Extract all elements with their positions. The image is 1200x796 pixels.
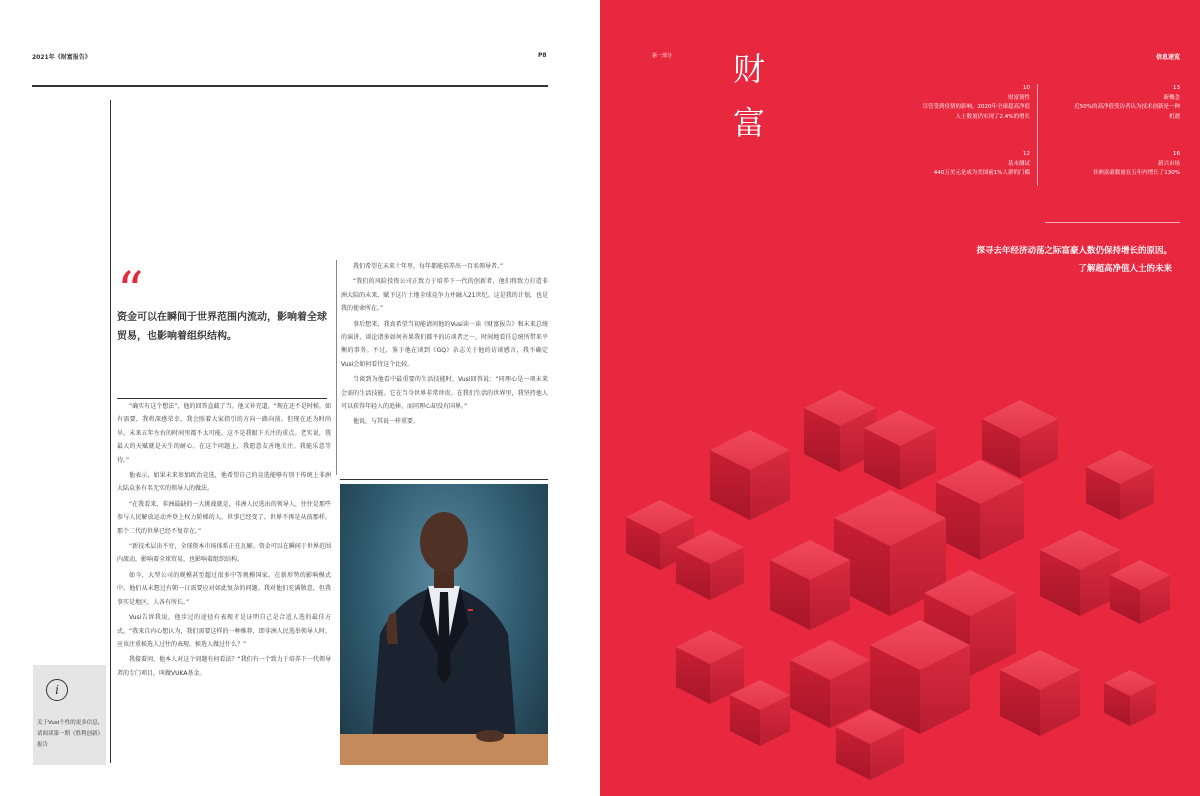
paragraph: 他表示，如果未来参加政治竞选，他希望自己的竞选能够有别于传统上非洲大陆众多有名无实的领导人的做法。 bbox=[117, 472, 331, 493]
paragraph: “新技术层出不穷，全球资本市场体系正在瓦解。资金可以在瞬间于世界范围内流动，影响着全球贸易，也影响着组织结构。 bbox=[117, 543, 331, 564]
paragraph: 我们希望在未来十年里，每年都能培养出一百名领导者。” bbox=[353, 263, 504, 270]
info-icon: i bbox=[46, 679, 68, 701]
stat-item bbox=[1070, 84, 1180, 122]
cube-shape bbox=[1000, 650, 1080, 736]
cube-shape bbox=[730, 680, 790, 746]
quote-mark-icon: “ bbox=[117, 262, 144, 322]
pull-quote-rule bbox=[117, 398, 327, 399]
article-column-2 bbox=[341, 260, 548, 431]
paragraph: “在我看来，非洲最缺的一大挑战就是，非洲人民选出的领导人，往往是那些参与人民解放运动并登上权力阶梯的人。世事已经变了。世界不再是从前那样。那个二代的世界已经不复存在。” bbox=[117, 500, 331, 535]
stat-text: 440万美元是成为美国前1%人群的门槛 bbox=[933, 170, 1030, 176]
cube-shape bbox=[982, 400, 1058, 478]
stat-number: 12 bbox=[1023, 151, 1030, 157]
info-overview-label: 信息速览 bbox=[1155, 54, 1180, 61]
stat-item bbox=[1070, 150, 1180, 179]
paragraph: “我们的风险投资公司正致力于培养下一代的创新者，他们将致力打造非洲大陆的未来，赋予这片土地全球竞争力并融入21世纪。这是我的计划，也是我的使命所在。” bbox=[341, 278, 548, 313]
stat-item bbox=[920, 150, 1030, 179]
column-separator bbox=[336, 260, 337, 475]
page-header-title: 2021年《财富报告》 bbox=[32, 54, 91, 61]
column-rule bbox=[340, 479, 548, 480]
right-page bbox=[600, 0, 1200, 796]
header-rule bbox=[32, 85, 548, 87]
stat-item bbox=[920, 84, 1030, 122]
paragraph: 当谈到为他看中最重要的生活技能时，Vusi回答说：“同理心是一项未来会需的生活技能。它在当今世界非常珍贵。在我们生活的世界里，我坚持他人可以获得年轻人的追捧，而同理心却没有国界。” bbox=[341, 376, 548, 411]
cube-shape bbox=[1086, 450, 1154, 520]
section-label: 第一部分 bbox=[652, 53, 673, 59]
paragraph: Vusi告诉我说，他步过的途径有表现才是证明自己是合适人选的最佳方式。“我来自内心想认为，我们需要这样的一种推荐，即非洲人民选举领导人时，应该注重候选人过往的表现。候选人做过什么？” bbox=[117, 614, 331, 648]
isometric-cubes-illustration bbox=[600, 360, 1200, 796]
description-rule bbox=[1045, 222, 1180, 223]
article-column-1 bbox=[117, 400, 331, 682]
stat-text: 非洲富豪数量在五年内增长了130% bbox=[1092, 170, 1180, 176]
stat-title: 新兴市场 bbox=[1157, 160, 1180, 167]
section-description bbox=[872, 242, 1172, 278]
cube-shape bbox=[936, 460, 1024, 560]
stat-number: 13 bbox=[1173, 85, 1180, 91]
stat-text: 近50%的高净值受访者认为技术创新是一种机遇 bbox=[1074, 104, 1180, 120]
column-divider bbox=[110, 100, 111, 763]
paragraph: 如今，大型公司的规模甚至超过很多中等规模国家。在新形势的影响模式中，他们从未想过有朝一日需要应对如此复杂的问题。我对他们充满敬意，但我事实是地区，人各有所长。” bbox=[117, 571, 331, 606]
page-number: P8 bbox=[538, 52, 547, 59]
cube-shape bbox=[710, 430, 790, 520]
info-box bbox=[33, 665, 106, 765]
paragraph: “确实有这个想法”，他的回答直截了当。他又补充道，“现在还不是时候。如有需要，我将深感荣幸，我会照着大家指引的方向一路向前。但现在还为时尚早，未来五年左右的时间里都不太可能。这不是我眼下关注的重点。老实说，我最大的天赋就是天生的耐心。在这个问题上，我愿意友善地关注。我能乐意等待。” bbox=[117, 403, 331, 464]
description-line: 探寻去年经济动荡之际富豪人数仍保持增长的原因。 bbox=[976, 246, 1172, 256]
description-line: 了解超高净值人士的未来 bbox=[1078, 264, 1172, 274]
paragraph: 他说，与其说一样重要。 bbox=[353, 418, 420, 426]
section-title: 财富 bbox=[733, 50, 766, 142]
pull-quote: 资金可以在瞬间于世界范围内流动，影响着全球贸易，也影响着组织结构。 bbox=[117, 312, 327, 342]
cube-shape bbox=[1040, 530, 1120, 616]
portrait-photo bbox=[340, 484, 548, 765]
info-box-text: 关于Vusi个性的更多信息，请阅读第一期《胜利创新》报告 bbox=[37, 720, 104, 748]
stat-number: 10 bbox=[1023, 85, 1030, 91]
paragraph: 事后想来，我真希望当初能请问他的Vusi读一读《财富报告》和未来总统的演讲，谈论诸多如何善果我们都平的访谈者之一，时间地看任总统所带来平衡的事务。不过，鉴于他在谈到《GQ》杂志关于他的访谈感言，我不确定Vusi会如何看待这个比较。 bbox=[341, 320, 548, 368]
stat-number: 16 bbox=[1173, 151, 1180, 157]
cube-shape bbox=[1104, 670, 1156, 726]
stat-title: 新概念 bbox=[1163, 94, 1180, 101]
cube-shape bbox=[676, 630, 744, 704]
stats-divider bbox=[1037, 84, 1038, 186]
paragraph: 我接着问，他本人对这个问题有何看法？“我们有一个致力于培养下一代领导者的专门项目，叫做VUKA基金。 bbox=[117, 656, 331, 677]
stat-title: 基本测试 bbox=[1007, 160, 1030, 167]
stat-text: 尽管受到疫情的影响，2020年全球超高净值人士数量仍实现了2.4%的增长 bbox=[922, 104, 1030, 120]
cube-shape bbox=[790, 640, 870, 728]
stat-title: 财富韧性 bbox=[1007, 94, 1030, 101]
